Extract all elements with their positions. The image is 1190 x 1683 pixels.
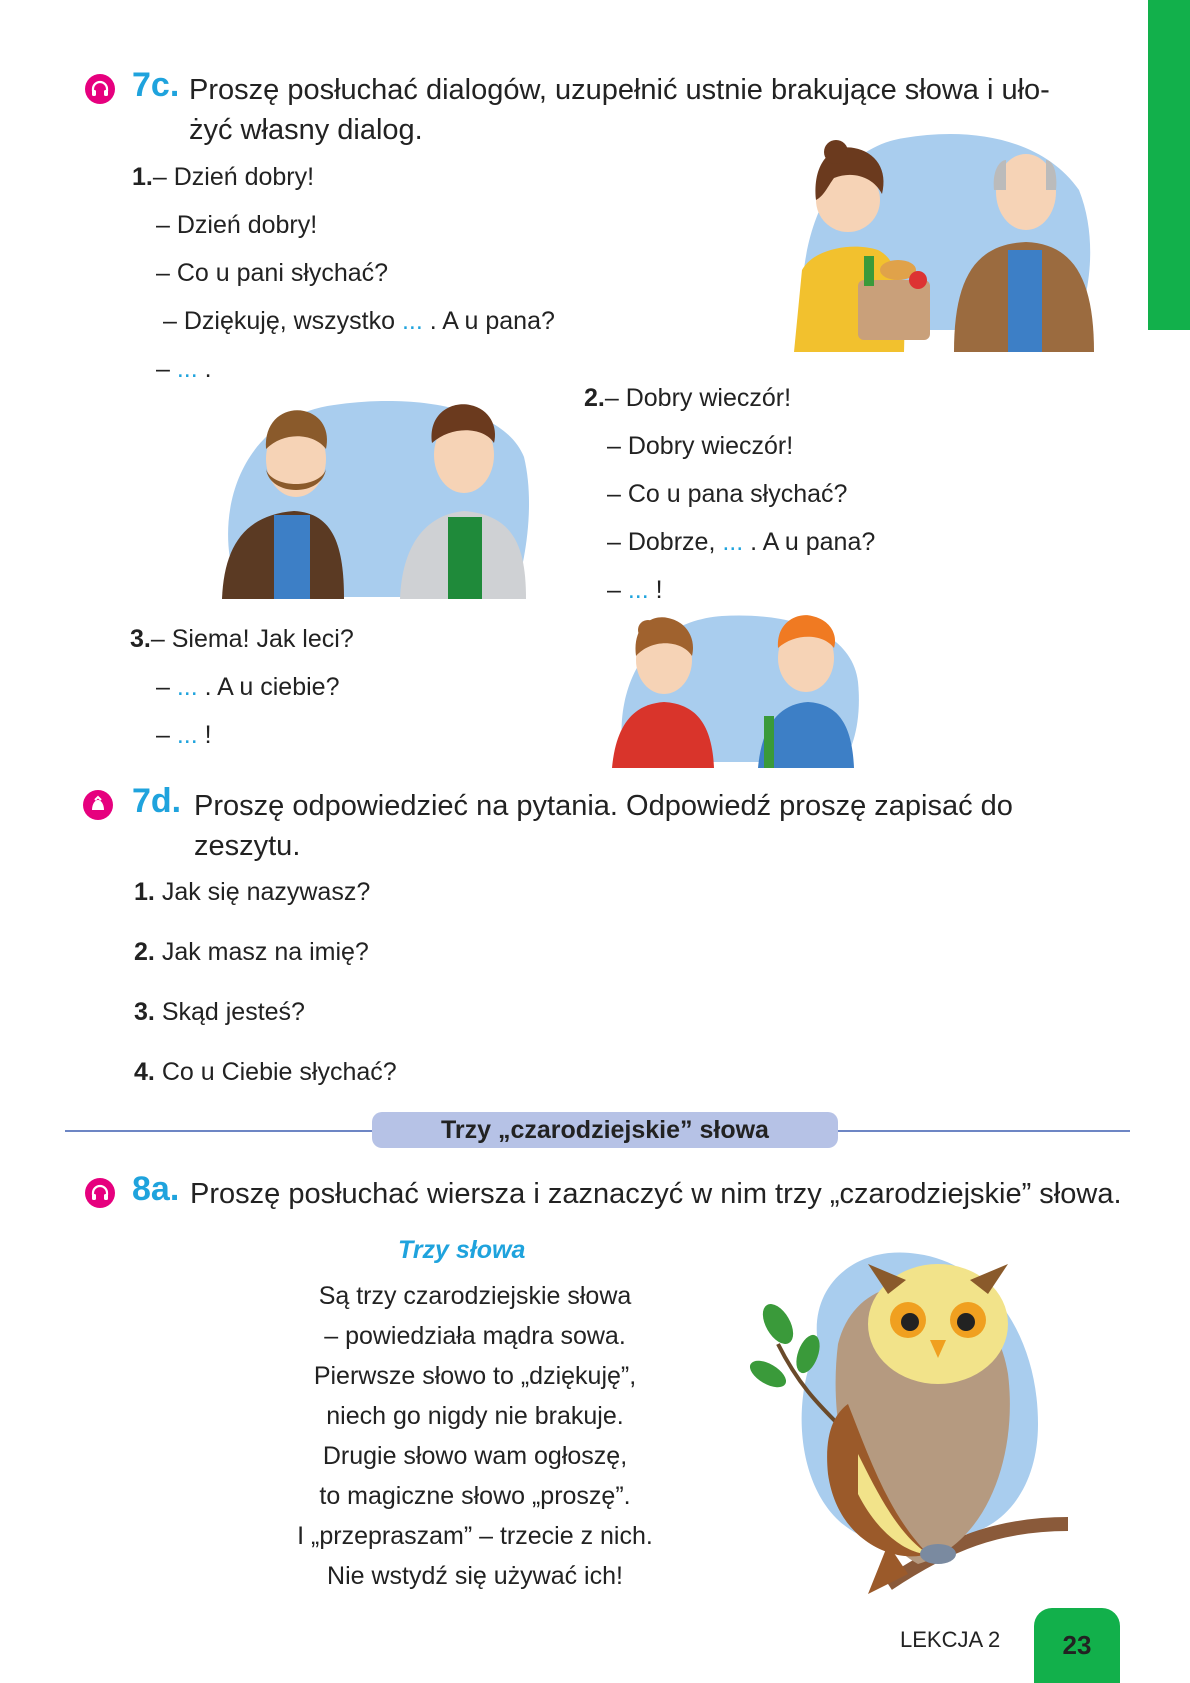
illustration-two-men	[214, 397, 534, 604]
illustration-woman-and-old-man	[794, 130, 1094, 357]
dialog-2-line-2: – Dobry wieczór!	[607, 432, 794, 460]
headphones-icon	[85, 1178, 115, 1208]
poem-line: I „przepraszam” – trzecie z nich.	[297, 1522, 653, 1550]
exercise-instruction: Proszę posłuchać dialogów, uzupełnić ustnie brakujące słowa i uło-	[189, 74, 1050, 106]
question-1: 1. Jak się nazywasz?	[134, 878, 371, 906]
poem-text	[250, 1276, 700, 1596]
lesson-label: LEKCJA 2	[900, 1627, 1001, 1652]
headphones-icon	[85, 74, 115, 104]
poem-line: Nie wstydź się używać ich!	[327, 1562, 623, 1590]
poem-title: Trzy słowa	[398, 1236, 526, 1264]
dialog-1-line-1: 1.– Dzień dobry!	[132, 163, 315, 191]
question-2: 2. Jak masz na imię?	[134, 938, 369, 966]
page-number: 23	[1034, 1608, 1120, 1683]
poem-line: niech go nigdy nie brakuje.	[326, 1402, 624, 1430]
poem-line: Pierwsze słowo to „dziękuję”,	[313, 1362, 637, 1390]
poem-line: to magiczne słowo „proszę”.	[319, 1482, 631, 1510]
dialog-1-line-4: – Dziękuję, wszystko ... . A u pana?	[163, 307, 555, 335]
dialog-3-line-3: – ... !	[156, 721, 212, 749]
exercise-number: 8a.	[132, 1170, 180, 1208]
section-title: Trzy „czarodziejskie” słowa	[372, 1112, 838, 1148]
dialog-2-line-5: – ... !	[607, 576, 663, 604]
exercise-instruction: Proszę odpowiedzieć na pytania. Odpowiedź proszę zapisać do	[194, 790, 1013, 822]
question-4: 4. Co u Ciebie słychać?	[134, 1058, 397, 1086]
speaking-icon	[83, 790, 113, 820]
illustration-owl	[738, 1224, 1078, 1599]
chapter-side-tab	[1148, 0, 1190, 330]
poem-line: Są trzy czarodziejskie słowa	[318, 1282, 632, 1310]
question-3: 3. Skąd jesteś?	[134, 998, 305, 1026]
exercise-number: 7c.	[132, 66, 180, 104]
exercise-number: 7d.	[132, 782, 182, 820]
exercise-instruction-cont: zeszytu.	[194, 830, 301, 862]
dialog-3-line-2: – ... . A u ciebie?	[156, 673, 340, 701]
dialog-2-line-3: – Co u pana słychać?	[607, 480, 848, 508]
dialog-1-line-3: – Co u pani słychać?	[156, 259, 389, 287]
dialog-3-line-1: 3.– Siema! Jak leci?	[130, 625, 354, 653]
dialog-1-line-2: – Dzień dobry!	[156, 211, 318, 239]
exercise-instruction: Proszę posłuchać wiersza i zaznaczyć w nim trzy „czarodziejskie” słowa.	[190, 1178, 1122, 1210]
poem-line: Drugie słowo wam ogłoszę,	[322, 1442, 628, 1470]
poem-line: – powiedziała mądra sowa.	[324, 1322, 626, 1350]
dialog-1-line-5: – ... .	[156, 355, 212, 383]
dialog-2-line-4: – Dobrze, ... . A u pana?	[607, 528, 876, 556]
dialog-2-line-1: 2.– Dobry wieczór!	[584, 384, 792, 412]
exercise-instruction-cont: żyć własny dialog.	[189, 114, 423, 146]
illustration-two-children	[612, 612, 862, 773]
